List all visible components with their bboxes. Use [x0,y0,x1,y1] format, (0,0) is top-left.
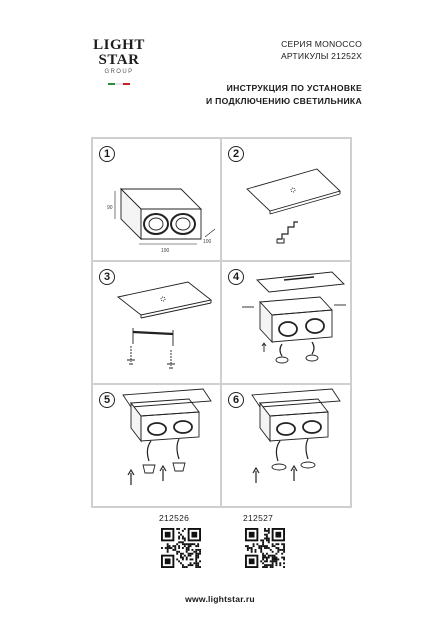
step-6-panel [221,384,351,507]
title-line-1: ИНСТРУКЦИЯ ПО УСТАНОВКЕ [226,83,362,93]
article-code-1: 212526 [159,513,190,523]
length-dimension-label: 190 [161,248,170,254]
document-title [206,82,362,107]
step-number: 1 [99,146,115,162]
logo-line-3: GROUP [104,69,134,75]
step-number: 2 [228,146,244,162]
step-number: 3 [99,269,115,285]
qr-code-icon [245,528,285,568]
instruction-grid [91,137,352,508]
height-dimension-label: 90 [107,205,113,211]
width-dimension-label: 100 [203,239,212,245]
step-5-panel [92,384,221,507]
website-url[interactable]: www.lightstar.ru [185,594,255,604]
italian-flag-stripe [108,83,130,85]
logo-line-2: STAR [98,52,140,68]
final-assembly-illustration [222,385,352,508]
series-name: СЕРИЯ MONOCCO [281,39,362,49]
housing-mounting-illustration [222,262,352,385]
lamp-insertion-illustration [93,385,222,508]
logo-line-1: LIGHT [93,37,145,53]
qr-code-icon [161,528,201,568]
article-code-2: 212527 [243,513,274,523]
step-4-panel [221,261,351,384]
luminaire-dimensions-illustration [93,139,222,262]
step-2-panel [221,138,351,261]
ceiling-cutout-illustration [222,139,352,262]
brand-logo [92,38,146,75]
article-range: АРТИКУЛЫ 21252X [280,51,362,61]
step-number: 4 [228,269,244,285]
series-info [281,38,362,62]
step-3-panel [92,261,221,384]
step-number: 6 [228,392,244,408]
title-line-2: И ПОДКЛЮЧЕНИЮ СВЕТИЛЬНИКА [206,95,362,106]
step-number: 5 [99,392,115,408]
step-1-panel [92,138,221,261]
mounting-bracket-illustration [93,262,222,385]
